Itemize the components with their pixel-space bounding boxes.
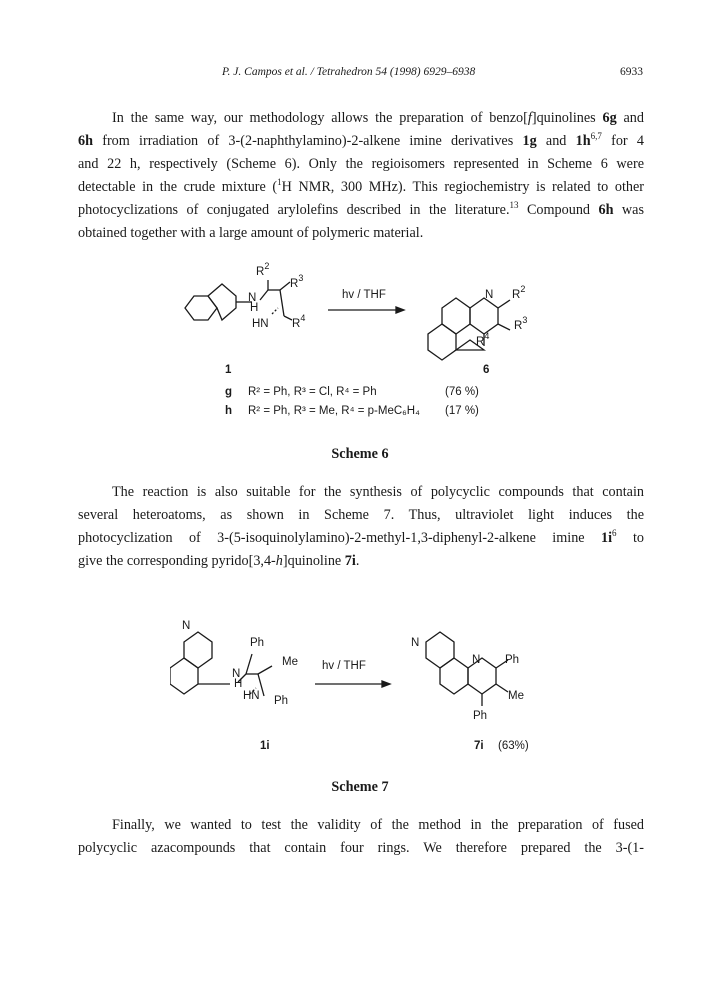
scheme7-product-ph-bottom: Ph xyxy=(473,710,488,722)
scheme7-reactant-id: 1i xyxy=(260,740,270,752)
scheme6-r3-product: $R^3$ xyxy=(514,315,528,332)
scheme6-row-g-yield: (76 %) xyxy=(445,386,479,398)
scheme6-row-h-letter: h xyxy=(225,405,233,417)
scheme7-ph-bottom: Ph xyxy=(274,695,289,707)
scheme6-row-h-text: R² = Ph, R³ = Me, R⁴ = p-MeC₆H₄ xyxy=(248,405,420,417)
para1-line-4: detectable in the crude mixture ($^1$H NMR, 300 MHz). This regiochemistry is related to other xyxy=(78,177,644,195)
scheme6-r3-reactant: $R^3$ xyxy=(290,273,304,290)
para2-line-3: photocyclization of 3-(5-isoquinolylamino)-2-methyl-1,3-diphenyl-2-alkene imine $1i^6$ to xyxy=(78,528,644,546)
scheme7-me: Me xyxy=(282,656,298,668)
scheme6-reactant-id: 1 xyxy=(225,364,232,376)
scheme6-row-g-letter: g xyxy=(225,386,233,398)
scheme6-hn: HN xyxy=(252,318,269,330)
paragraph-1 xyxy=(78,107,644,245)
scheme7-product-ph-right: Ph xyxy=(505,654,520,666)
scheme7-hn: HN xyxy=(243,690,260,702)
para1-line-3: and 22 h, respectively (Scheme 6). Only the regioisomers represented in Scheme 6 were xyxy=(78,156,644,172)
scheme-6-structures xyxy=(160,261,560,368)
scheme7-isoquinoline-n: N xyxy=(182,620,191,632)
scheme6-r2-product: $R^2$ xyxy=(512,284,526,301)
scheme7-product-ring-n: N xyxy=(411,637,420,649)
scheme6-row-h-yield: (17 %) xyxy=(445,405,479,417)
scheme7-product-id: 7i xyxy=(474,740,484,752)
running-title: P. J. Campos et al. / Tetrahedron 54 (1998) 6929–6938 xyxy=(222,66,476,78)
paragraph-2 xyxy=(78,481,644,573)
para3-line-1: Finally, we wanted to test the validity of the method in the preparation of fused xyxy=(112,817,644,833)
para2-line-2: several heteroatoms, as shown in Scheme 7. Thus, ultraviolet light induces the xyxy=(78,507,644,523)
paragraph-3 xyxy=(78,814,644,860)
para1-line-1: In the same way, our methodology allows the preparation of benzo[f]quinolines 6g and xyxy=(112,110,644,126)
scheme6-r4-reactant: $R^4$ xyxy=(292,313,306,330)
para2-line-4: give the corresponding pyrido[3,4-h]quinoline 7i. xyxy=(78,553,360,569)
para1-line-2: 6h from irradiation of 3-(2-naphthylamino)-2-alkene imine derivatives 1g and $1h^{6,7}$ for 4 xyxy=(78,131,644,149)
scheme-7-caption: Scheme 7 xyxy=(331,779,389,795)
para3-line-2: polycyclic azacompounds that contain four rings. We therefore prepared the 3-(1- xyxy=(78,840,644,856)
scheme7-nh-h: H xyxy=(234,678,243,690)
scheme7-ph-top: Ph xyxy=(250,637,265,649)
para2-line-1: The reaction is also suitable for the synthesis of polycyclic compounds that contain xyxy=(112,484,644,500)
scheme6-arrow-label: hv / THF xyxy=(342,289,386,301)
para1-line-6: obtained together with a large amount of polymeric material. xyxy=(78,225,424,241)
scheme6-r4-product: $R^4$ xyxy=(476,331,490,348)
page-number: 6933 xyxy=(620,66,643,78)
scheme7-product-me: Me xyxy=(508,690,524,702)
scheme6-row-g-text: R² = Ph, R³ = Cl, R⁴ = Ph xyxy=(248,386,377,398)
naphthalene-ring-left xyxy=(185,296,217,320)
scheme6-r2-top: $R^2$ xyxy=(256,261,270,278)
scheme7-nh-n: N xyxy=(232,668,241,680)
scheme-7-structures xyxy=(170,620,570,730)
scheme6-nh-h: H xyxy=(250,302,259,314)
scheme6-product-n: N xyxy=(485,289,494,301)
scheme7-arrow-label: hv / THF xyxy=(322,660,366,672)
scheme6-product-id: 6 xyxy=(483,364,490,376)
para1-line-5: photocyclizations of conjugated arylolefins described in the literature.$^{13}$ Compound 6h was xyxy=(78,200,644,218)
scheme6-nh-n: N xyxy=(248,292,257,304)
running-header xyxy=(0,66,720,84)
scheme-6-caption: Scheme 6 xyxy=(331,446,389,462)
scheme7-product-yield: (63%) xyxy=(498,740,529,752)
scheme7-product-n: N xyxy=(472,654,481,666)
